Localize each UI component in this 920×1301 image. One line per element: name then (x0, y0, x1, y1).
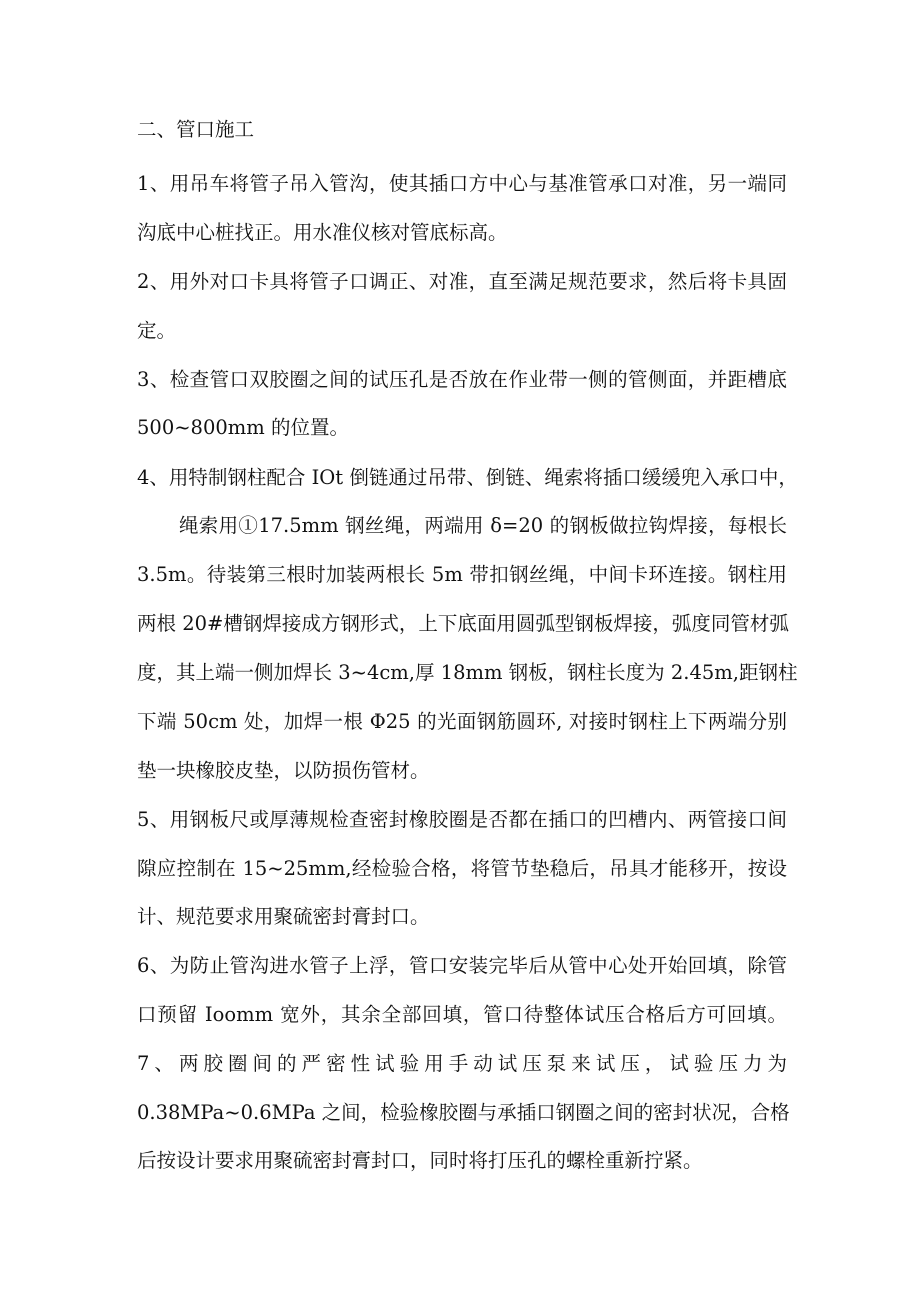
text-line-16: 计、规范要求用聚硫密封膏封口。 (137, 905, 430, 928)
text-line-6: 500~800mm 的位置。 (137, 416, 349, 439)
text-line-15: 隙应控制在 15~25mm,经检验合格，将管节垫稳后，吊具才能移开，按设 (137, 857, 787, 880)
text-line-19: 7、两胶圈间的严密性试验用手动试压泵来试压，试验压力为 (137, 1052, 787, 1075)
text-line-3: 2、用外对口卡具将管子口调正、对准，直至满足规范要求，然后将卡具固 (137, 270, 787, 293)
text-line-7: 4、用特制钢柱配合 IOt 倒链通过吊带、倒链、绳索将插口缓缓兜入承口中， (137, 466, 798, 489)
text-line-1: 1、用吊车将管子吊入管沟，使其插口方中心与基准管承口对准，另一端同 (137, 172, 787, 195)
text-line-12: 下端 50cm 处，加焊一根 Φ25 的光面钢筋圆环, 对接时钢柱上下两端分别 (137, 710, 787, 733)
text-line-10: 两根 20#槽钢焊接成方钢形式，上下底面用圆弧型钢板焊接，弧度同管材弧 (137, 612, 789, 635)
text-line-13: 垫一块橡胶皮垫，以防损伤管材。 (137, 759, 430, 782)
text-line-8: 绳索用①17.5mm 钢丝绳，两端用 δ=20 的钢板做拉钩焊接，每根长 (179, 514, 787, 537)
text-line-20: 0.38MPa~0.6MPa 之间，检验橡胶圈与承插口钢圈之间的密封状况，合格 (137, 1101, 790, 1124)
section-heading: 二、管口施工 (137, 118, 255, 141)
text-line-18: 口预留 Ioomm 宽外，其余全部回填，管口待整体试压合格后方可回填。 (137, 1003, 787, 1026)
text-line-17: 6、为防止管沟进水管子上浮，管口安装完毕后从管中心处开始回填，除管 (137, 954, 787, 977)
text-line-4: 定。 (137, 319, 177, 342)
text-line-21: 后按设计要求用聚硫密封膏封口，同时将打压孔的螺栓重新拧紧。 (137, 1149, 703, 1172)
text-line-14: 5、用钢板尺或厚薄规检查密封橡胶圈是否都在插口的凹槽内、两管接口间 (137, 808, 787, 831)
text-line-2: 沟底中心桩找正。用水准仪核对管底标高。 (137, 221, 508, 244)
text-line-11: 度，其上端一侧加焊长 3~4cm,厚 18mm 钢板，钢柱长度为 2.45m,距钢柱 (137, 661, 798, 684)
text-line-9: 3.5m。待装第三根时加装两根长 5m 带扣钢丝绳，中间卡环连接。钢柱用 (137, 563, 787, 586)
text-line-5: 3、检查管口双胶圈之间的试压孔是否放在作业带一侧的管侧面，并距槽底 (137, 368, 787, 391)
